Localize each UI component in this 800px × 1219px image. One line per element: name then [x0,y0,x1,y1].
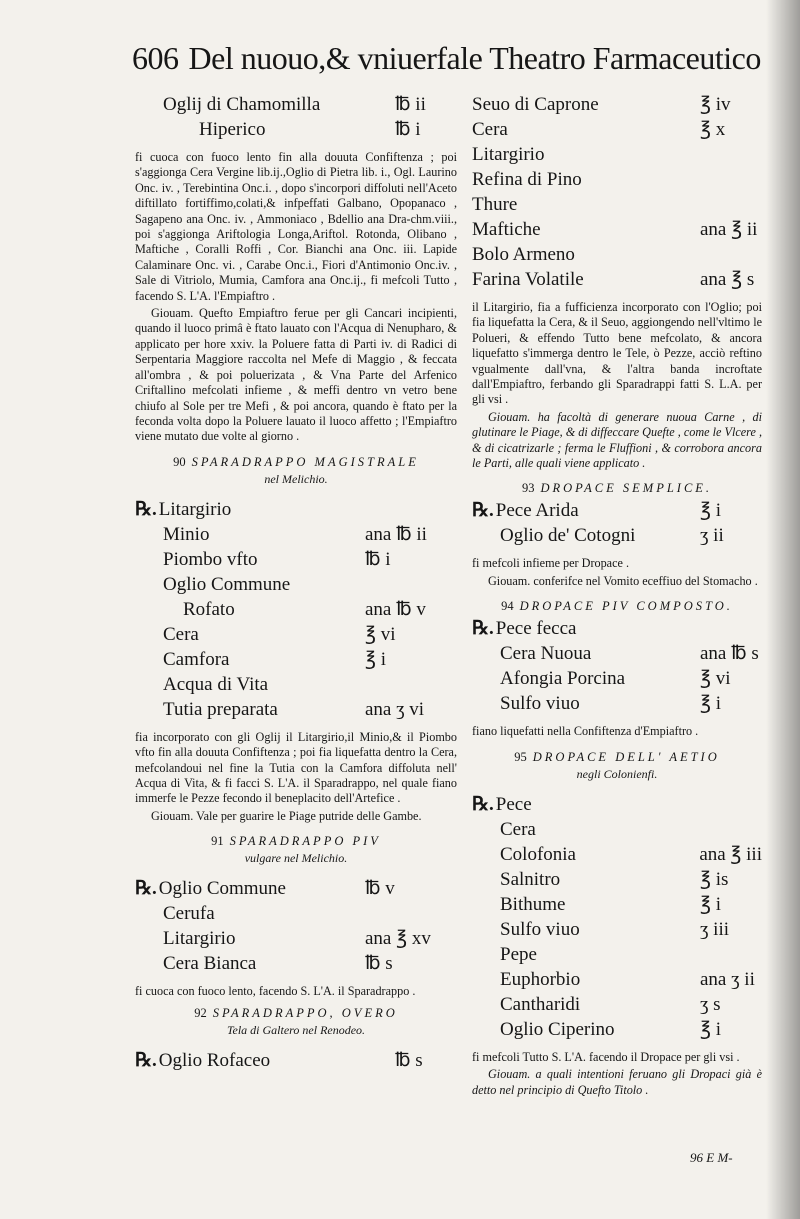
ingredient-row [135,697,457,722]
ingredient-amount: ℔ i [395,119,421,140]
ingredient-name: Cera [472,119,508,140]
ingredient-name: Sulfo viuo [500,918,580,940]
ingredient-amount: ℥ vi [700,668,731,690]
commentary-paragraph: Giouam. Vale per guarire le Piage putride delle Gambe. [151,808,422,823]
ingredient-row [472,616,762,641]
ingredient-row [135,1048,457,1073]
ingredient-row [472,917,762,942]
section-subtitle: Tela di Galtero nel Renodeo. [226,1022,366,1037]
ingredient-amount: ana ℔ ii [365,523,427,545]
section-heading [135,834,457,849]
ingredient-amount: ana ℔ v [365,598,426,620]
ingredient-amount: ℔ v [365,878,395,900]
ingredient-name: Maftiche [472,219,541,240]
ingredient-row [135,876,457,901]
ingredient-name: Refina di Pino [472,169,582,190]
page-number: 606 [132,40,179,76]
section-heading [472,750,762,765]
section-heading [135,455,457,470]
commentary-paragraph: Giouam. conferifce nel Vomito eceffiuo del Stomacho . [488,573,758,588]
ingredient-row [135,117,457,142]
section-number: 92 [194,1005,207,1020]
section-number: 91 [211,834,224,849]
section-title: DROPACE DELL' AETIO [532,749,720,764]
ingredient-row [135,572,457,597]
ingredient-name: Oglio de' Cotogni [500,525,636,547]
ingredient-amount: ℥ i [700,693,722,715]
ingredient-row [472,842,762,867]
ingredient-row [472,942,762,967]
ingredient-name: Acqua di Vita [163,673,269,695]
paragraph: fia incorporato con gli Oglij il Litargirio,il Minio,& il Piombo vfto fin alla douuta Confiftenza ; poi fia liquefatta dentro la Cera, mefcolandoui nel fine la Tutia con la Camfora diffoluta nell' Acqua di Vita, & fi facci S. L'A. il Sparadrappo, nel quale fiano immerfe le Pezze fecondo il beneplacito dell'Artefice . [135,729,457,806]
ingredient-row [472,167,762,192]
recipe-symbol: ℞. [135,878,157,900]
section-subtitle: vulgare nel Melichio. [244,851,348,866]
ingredient-row [472,117,762,142]
ingredient-name: Cera [500,818,536,840]
section-number: 93 [521,481,535,496]
ingredient-row [472,217,762,242]
ingredient-name: Rofato [183,598,235,620]
ingredient-amount: ʒ s [700,993,721,1015]
ingredient-row [472,192,762,217]
ingredient-name: Bolo Armeno [472,244,575,265]
ingredient-name: Litargirio [158,498,232,520]
commentary-paragraph: Giouam. Quefto Empiaftro ferue per gli Cancari incipienti, quando il luoco primâ è ftato lauato con l'Acqua di Nenupharo, & applicato per hore xxiv. la Poluere fatta di Parti iv. di Radici di Serpentaria Maggiore raccolta nel Mefe di Maggio , & feccata all'ombra , & poi poluerizata , & Vna Parte del Arfenico Criftallino mefcolati infieme , & meffi dentro vn vetro bene chiufo al Sole per tre Mefi , & poi ancora, quando è ftato per la feconda volta dopo la Poluere lauato il luoco affetto ; l'Empiaftro viene mutato due volte al giorno . [135,306,457,444]
paragraph: fi mefcoli Tutto S. L'A. facendo il Dropace per gli vsi . [472,1049,740,1064]
section-subtitle: negli Colonienfi. [576,766,658,781]
paragraph: fi cuoca con fuoco lento, facendo S. L'A. il Sparadrappo . [135,984,416,999]
ingredient-name: Afongia Porcina [500,668,626,690]
ingredient-amount: ana ℥ s [700,269,755,290]
recipe-symbol: ℞. [472,500,494,522]
ingredient-row [135,622,457,647]
section-title: SPARADRAPPO, OVERO [212,1005,398,1020]
ingredient-amount: ℔ s [395,1049,423,1071]
ingredient-row [472,1017,762,1042]
ingredient-row [472,892,762,917]
ingredient-name: Euphorbio [500,968,581,990]
ingredient-row [135,547,457,572]
ingredient-amount: ana ℥ ii [700,219,758,240]
paragraph: il Litargirio, fia a fufficienza incorporato con l'Oglio; poi fia liquefatta la Cera, & il Seuo, aggiongendo nell'vltimo le Polueri, & effendo Tutto bene mefcolato, & ancora liquefatto s'immerga dentro le Tele, ò Pezze, acciò reftino vgualmente dall'vna, & l'altra banda incroftate dall'Empiaftro, ferbando gli Sparadrappi fatti S. L.A. per gli vsi . [472,300,762,407]
page-header [132,40,772,92]
ingredient-name: Bithume [500,893,566,915]
ingredient-amount: ℥ x [700,119,726,140]
ingredient-row [472,142,762,167]
paragraph: fi cuoca con fuoco lento fin alla douuta Confiftenza ; poi s'aggionga Cera Vergine lib.ij.,Oglio di Pietra lib. i., Ogl. Laurino Onc. iv. , Terebintina Onc.i. , dopo s'incorpori diffoluti nell'Aceto diftillato fortiffimo,colati,& infpeffati Galbano, Opopanaco , Sagapeno ana Onc. iv. , Ammoniaco , Bdellio ana Dra-chm.viii., poi s'aggionga Ariftologia Longa,Ariftol. Rotonda, Olibano , Maftiche , Coralli Roffi , Cor. Bianchi ana Onc. iii. Lapide Calaminare Onc. vi. , Carabe Onc.i., Fiori d'Antimonio Onc.iv. , Sale di Vitriolo, Mumia, Camfora ana Onc.ij., fi mefcoli Tutto , facendo S. L'A. l'Empiaftro . [135,150,457,303]
section-number: 94 [501,599,514,614]
ingredient-row [472,691,762,716]
ingredient-row [472,666,762,691]
ingredient-row [472,817,762,842]
ingredient-row [135,901,457,926]
ingredient-row [135,522,457,547]
section-number: 95 [514,749,527,764]
ingredient-name: Oglij di Chamomilla [163,94,321,115]
ingredient-amount: ana ʒ vi [365,698,425,720]
recipe-symbol: ℞. [135,1049,157,1071]
section-heading [472,599,762,614]
ingredient-amount: ℥ i [700,893,722,915]
ingredient-row [472,242,762,267]
ingredient-row [135,597,457,622]
ingredient-row [472,967,762,992]
left-column [135,92,457,1073]
section-number: 90 [173,454,186,469]
running-title: Del nuouo,& vniuerfale Theatro Farmaceutico [188,40,761,76]
ingredient-row [472,267,762,292]
section-title: DROPACE PIV COMPOSTO. [519,599,733,614]
ingredient-amount: ʒ ii [700,525,724,547]
ingredient-amount: ana ʒ ii [700,968,755,990]
ingredient-row [135,647,457,672]
ingredient-row [472,523,762,548]
ingredient-amount: ana ℥ xv [365,928,431,950]
ingredient-name: Oglio Ciperino [500,1018,615,1040]
ingredient-amount: ana ℔ s [700,643,759,665]
paragraph: fi mefcoli infieme per Dropace . [472,556,630,571]
ingredient-name: Thure [472,194,518,215]
ingredient-row [472,992,762,1017]
ingredient-name: Pepe [500,943,537,965]
ingredient-name: Litargirio [163,928,236,950]
ingredient-amount: ʒ iii [700,918,730,940]
section-title: DROPACE SEMPLICE. [540,481,713,496]
ingredient-name: Litargirio [472,144,545,165]
section-heading [135,1006,457,1021]
ingredient-row [472,92,762,117]
ingredient-row [472,792,762,817]
ingredient-name: Hiperico [199,119,266,140]
ingredient-name: Salnitro [500,868,561,890]
ingredient-row [472,867,762,892]
ingredient-amount: ℔ s [365,953,393,975]
recipe-symbol: ℞. [135,498,157,520]
section-title: SPARADRAPPO MAGISTRALE [191,454,419,469]
commentary-paragraph: Giouam. ha facoltà di generare nuoua Carne , di glutinare le Piage, & di diffeccare Quefte , come le Vlcere , & di cicatrizarle ; ferma le Fluffioni , & corrobora ancora le Parti, alle quali viene applicato . [472,409,762,471]
ingredient-name: Minio [163,523,210,545]
ingredient-name: Oglio Commune [158,878,286,900]
ingredient-name: Cerufa [163,903,215,925]
ingredient-name: Sulfo viuo [500,693,580,715]
right-column [472,92,762,1100]
ingredient-row [472,641,762,666]
catchword: 96 E M- [690,1150,733,1165]
ingredient-name: Tutia preparata [163,698,278,720]
ingredient-name: Oglio Commune [163,573,291,595]
ingredient-row [135,951,457,976]
ingredient-row [135,92,457,117]
ingredient-name: Cera [163,623,199,645]
page-edge-shadow [766,0,800,1219]
ingredient-name: Pece Arida [495,500,579,522]
ingredient-amount: ℥ i [700,500,722,522]
ingredient-name: Farina Volatile [472,269,584,290]
ingredient-amount: ℥ vi [365,623,396,645]
ingredient-name: Pece [495,793,532,815]
ingredient-amount: ℔ i [365,548,391,570]
recipe-symbol: ℞. [472,793,494,815]
ingredient-name: Piombo vfto [163,548,258,570]
ingredient-name: Cantharidi [500,993,581,1015]
recipe-symbol: ℞. [472,618,494,640]
ingredient-name: Colofonia [500,843,576,865]
ingredient-amount: ℥ iv [700,94,731,115]
section-title: SPARADRAPPO PIV [229,834,381,849]
ingredient-name: Seuo di Caprone [472,94,599,115]
ingredient-name: Cera Nuoua [500,643,592,665]
ingredient-name: Pece fecca [495,618,577,640]
ingredient-row [135,926,457,951]
section-heading [472,481,762,496]
ingredient-amount: ℥ i [365,648,387,670]
ingredient-amount: ana ℥ iii [699,843,762,865]
commentary-paragraph: Giouam. a quali intentioni feruano gli Dropaci già è detto nel principio di Quefto Titolo . [472,1067,762,1097]
ingredient-amount: ℥ i [700,1018,722,1040]
ingredient-name: Oglio Rofaceo [158,1049,271,1071]
ingredient-row [135,672,457,697]
ingredient-amount: ℔ ii [395,94,426,115]
section-subtitle: nel Melichio. [264,471,328,486]
ingredient-row [472,498,762,523]
ingredient-amount: ℥ is [700,868,729,890]
paragraph: fiano liquefatti nella Confiftenza d'Empiaftro . [472,724,699,739]
ingredient-name: Cera Bianca [163,953,257,975]
ingredient-row [135,497,457,522]
ingredient-name: Camfora [163,648,230,670]
